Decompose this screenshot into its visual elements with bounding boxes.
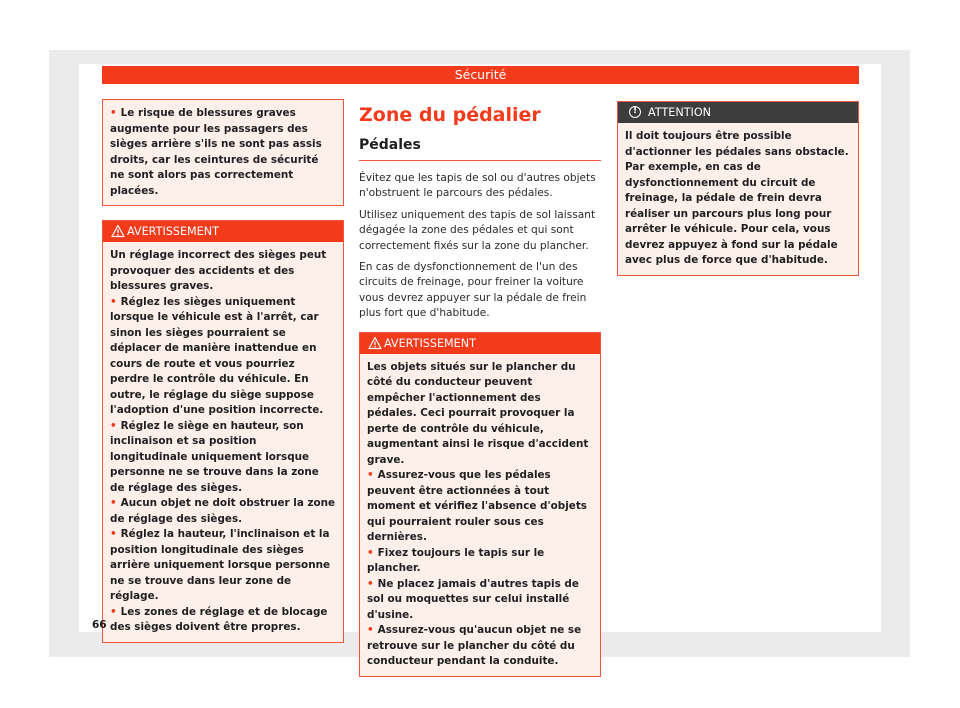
warning-title: AVERTISSEMENT bbox=[127, 225, 219, 238]
warning-bullet: • Assurez-vous que les pédales peuvent être actionnées à tout moment et vérifiez l'absence d'objets qui pourraient rouler sous ces dernières. bbox=[367, 469, 587, 544]
warning-bullet: • Assurez-vous qu'aucun objet ne se retrouve sur le plancher du côté du conducteur pendant la conduite. bbox=[367, 624, 582, 668]
warning-bullet: • Réglez la hauteur, l'inclinaison et la position longitudinale des sièges arrière uniquement lorsque personne ne se trouve dans leur zone de réglage. bbox=[110, 528, 331, 602]
middle-column bbox=[359, 104, 601, 677]
subsection-title: Pédales bbox=[359, 137, 421, 153]
divider bbox=[359, 160, 601, 161]
bullet-icon: • bbox=[367, 469, 374, 482]
warning-header bbox=[360, 333, 600, 354]
bullet-icon: • bbox=[367, 546, 374, 559]
bullet-icon: • bbox=[110, 295, 117, 308]
warning-body bbox=[360, 354, 600, 676]
bullet-icon: • bbox=[110, 107, 117, 119]
bullet-icon: • bbox=[110, 528, 117, 540]
left-column bbox=[102, 99, 344, 643]
attention-title: ATTENTION bbox=[648, 106, 711, 119]
bullet-icon: • bbox=[110, 419, 117, 432]
warning-intro: Un réglage incorrect des sièges peut provoquer des accidents et des blessures graves. bbox=[110, 249, 327, 292]
info-bullet-text: Le risque de blessures graves augmente pour les passagers des sièges arrière s'ils ne sont pas assis droits, car les ceintures de sécurité ne sont alors pas correctement placées. bbox=[110, 107, 322, 197]
page-header: Sécurité bbox=[102, 66, 859, 84]
warning-body bbox=[103, 242, 343, 642]
page-number: 66 bbox=[92, 619, 107, 631]
bullet-icon: • bbox=[110, 605, 117, 618]
paragraph: En cas de dysfonctionnement de l'un des circuits de freinage, pour freiner la voiture vous devrez appuyer sur la pédale de frein plus fort que d'habitude. bbox=[359, 261, 587, 320]
warning-bullet: • Réglez les sièges uniquement lorsque le véhicule est à l'arrêt, car sinon les sièges pourraient se déplacer de manière inattendue en cours de route et vous pourriez perdre le contrôle du véhicule. En outre, le réglage du siège suppose l'adoption d'une position incorrecte. bbox=[110, 295, 324, 416]
info-box bbox=[102, 99, 344, 206]
section-title: Zone du pédalier bbox=[359, 104, 541, 126]
warning-box bbox=[359, 332, 601, 677]
bullet-icon: • bbox=[367, 624, 374, 637]
attention-box bbox=[617, 101, 859, 276]
warning-bullet: • Aucun objet ne doit obstruer la zone de réglage des sièges. bbox=[110, 497, 336, 525]
warning-bullet: • Les zones de réglage et de blocage des sièges doivent être propres. bbox=[110, 605, 328, 633]
bullet-icon: • bbox=[110, 497, 117, 509]
warning-triangle-icon bbox=[368, 336, 382, 350]
attention-body: Il doit toujours être possible d'actionner les pédales sans obstacle. Par exemple, en cas de dysfonctionnement du circuit de freinage, la pédale de frein devra réaliser un parcours plus long pour arrêter le véhicule. Pour cela, vous devrez appuyez à fond sur la pédale avec plus de force que d'habitude. bbox=[625, 130, 849, 266]
warning-triangle-icon bbox=[111, 224, 125, 238]
bullet-icon: • bbox=[367, 577, 374, 590]
warning-title: AVERTISSEMENT bbox=[384, 336, 476, 350]
warning-bullet: • Ne placez jamais d'autres tapis de sol ou moquettes sur celui installé d'usine. bbox=[367, 577, 579, 621]
warning-box bbox=[102, 220, 344, 643]
warning-intro: Les objets situés sur le plancher du côté du conducteur peuvent empêcher l'actionnement des pédales. Ceci pourrait provoquer la perte de contrôle du véhicule, augmentant ainsi le risque d'accident grave. bbox=[367, 360, 589, 466]
info-circle-icon bbox=[629, 106, 641, 118]
warning-bullet: • Réglez le siège en hauteur, son inclinaison et sa position longitudinale uniquement lorsque personne ne se trouve dans la zone de réglage des sièges. bbox=[110, 419, 319, 494]
attention-header bbox=[618, 102, 858, 123]
right-column bbox=[617, 101, 859, 276]
warning-header bbox=[103, 221, 343, 242]
paragraph: Utilisez uniquement des tapis de sol laissant dégagée la zone des pédales et qui sont correctement fixés sur la zone du plancher. bbox=[359, 208, 596, 252]
paragraph: Évitez que les tapis de sol ou d'autres objets n'obstruent le parcours des pédales. bbox=[359, 172, 596, 200]
body-text bbox=[359, 171, 601, 322]
warning-bullet: • Fixez toujours le tapis sur le plancher. bbox=[367, 546, 545, 575]
